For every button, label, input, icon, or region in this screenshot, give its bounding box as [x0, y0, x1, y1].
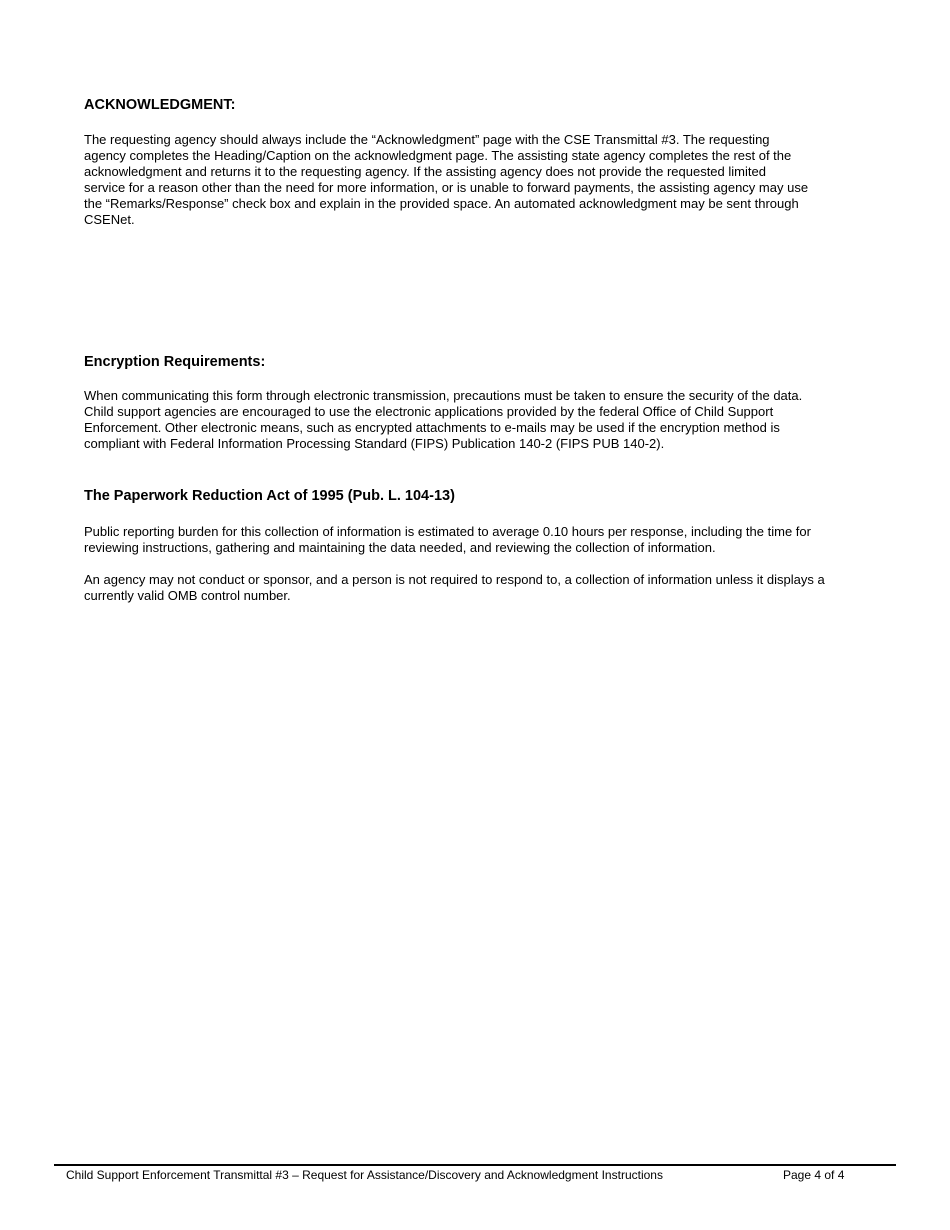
- text-line: acknowledgment and returns it to the requesting agency. If the assisting agency does not provide the requested limited: [84, 164, 766, 179]
- encryption-paragraph: [84, 388, 802, 452]
- text-line: Child support agencies are encouraged to use the electronic applications provided by the federal Office of Child Support: [84, 404, 774, 419]
- acknowledgment-heading: ACKNOWLEDGMENT:: [84, 97, 236, 113]
- text-line: When communicating this form through electronic transmission, precautions must be taken to ensure the security of the data.: [84, 388, 803, 403]
- text-line: compliant with Federal Information Processing Standard (FIPS) Publication 140-2 (FIPS PUB 140-2).: [84, 436, 665, 451]
- acknowledgment-paragraph: [84, 132, 808, 228]
- paperwork-omb-paragraph: [84, 572, 825, 604]
- text-line: currently valid OMB control number.: [84, 588, 291, 603]
- text-line: service for a reason other than the need for more information, or is unable to forward payments, the assisting agency may use: [84, 180, 809, 195]
- text-line: An agency may not conduct or sponsor, and a person is not required to respond to, a collection of information unless it displays a: [84, 572, 825, 587]
- text-line: agency completes the Heading/Caption on the acknowledgment page. The assisting state agency completes the rest of the: [84, 148, 792, 163]
- text-line: Public reporting burden for this collection of information is estimated to average 0.10 hours per response, including the time for: [84, 524, 811, 539]
- text-line: Enforcement. Other electronic means, such as encrypted attachments to e-mails may be used if the encryption method is: [84, 420, 780, 435]
- text-line: the “Remarks/Response” check box and explain in the provided space. An automated acknowledgment may be sent through: [84, 196, 799, 211]
- text-line: CSENet.: [84, 212, 135, 227]
- encryption-heading: Encryption Requirements:: [84, 354, 266, 370]
- paperwork-reduction-heading: The Paperwork Reduction Act of 1995 (Pub. L. 104-13): [84, 488, 455, 504]
- paperwork-burden-paragraph: [84, 524, 811, 556]
- footer-divider: [54, 1164, 896, 1166]
- footer-page-number: Page 4 of 4: [783, 1168, 845, 1182]
- text-line: reviewing instructions, gathering and maintaining the data needed, and reviewing the collection of information.: [84, 540, 716, 555]
- text-line: The requesting agency should always include the “Acknowledgment” page with the CSE Transmittal #3. The requesting: [84, 132, 770, 147]
- footer-title: Child Support Enforcement Transmittal #3 – Request for Assistance/Discovery and Acknowledgment Instructions: [66, 1168, 663, 1182]
